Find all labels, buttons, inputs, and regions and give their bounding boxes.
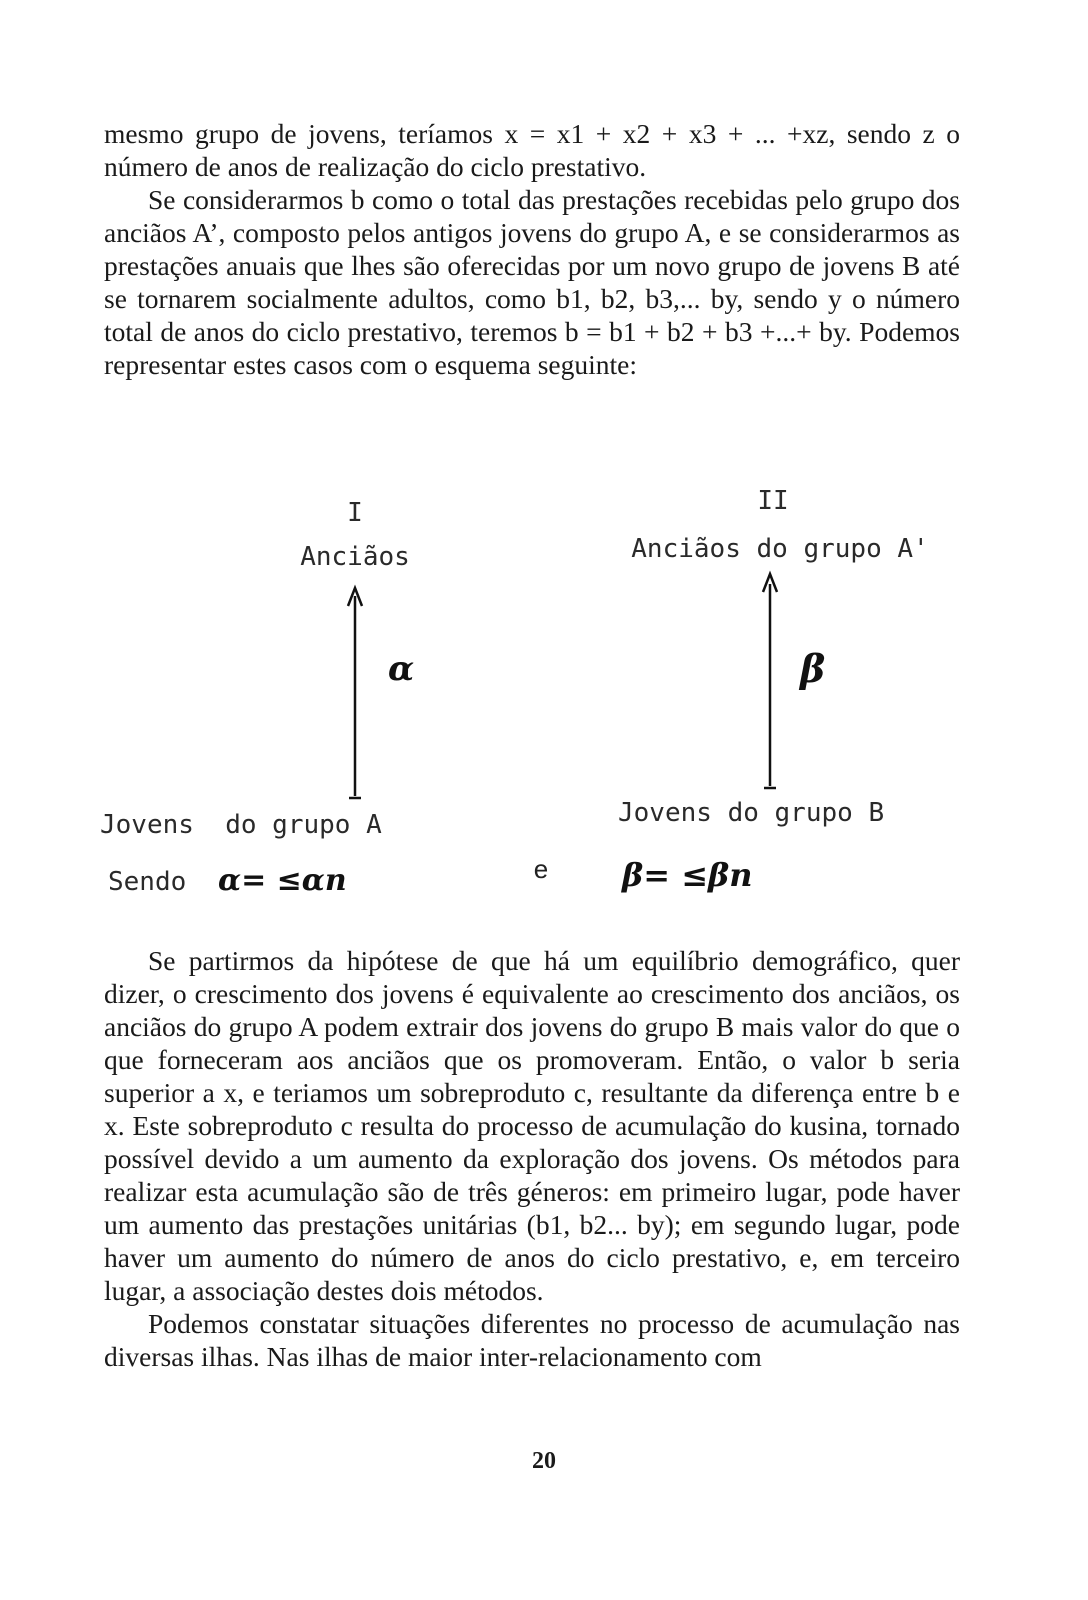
left-formula-prefix: Sendo bbox=[108, 867, 187, 897]
left-top-label: Anciãos bbox=[300, 542, 410, 572]
left-numeral: I bbox=[347, 498, 363, 528]
paragraph-islands: Podemos constatar situações diferentes no processo de acumulação nas diversas ilhas. Nas ilhas de maior inter-relacionamento com bbox=[104, 1308, 960, 1372]
paragraph-scheme-intro: Se considerarmos b como o total das prestações recebidas pelo grupo dos anciãos A’, composto pelos antigos jovens do grupo A, e se considerarmos as prestações anuais que lhes são oferecidas por um novo grupo de jovens B até se tornarem socialmente adultos, como b1, b2, b3,... by, sendo y o número total de anos do ciclo prestativo, teremos b = b1 + b2 + b3 +...+ by. Podemos representar estes casos com o esquema seguinte: bbox=[104, 184, 960, 380]
right-bottom-label: Jovens do grupo B bbox=[618, 798, 885, 828]
beta-symbol: β bbox=[800, 646, 826, 691]
page-number: 20 bbox=[532, 1448, 556, 1474]
alpha-symbol: α bbox=[388, 649, 415, 689]
alpha-formula: α= ≤αn bbox=[218, 863, 347, 898]
right-numeral: II bbox=[757, 486, 789, 516]
left-bottom-label: Jovens do grupo A bbox=[100, 810, 382, 840]
bottom-text-block bbox=[104, 944, 960, 1373]
right-top-label: Anciãos do grupo A' bbox=[631, 534, 929, 564]
paragraph-continuation: mesmo grupo de jovens, teríamos x = x1 + x2 + x3 + ... +xz, sendo z o número de anos de realização do ciclo prestativo. bbox=[104, 118, 960, 182]
beta-formula: β= ≤βn bbox=[622, 856, 753, 894]
connector-e: e bbox=[533, 854, 549, 884]
paragraph-equilibrium: Se partirmos da hipótese de que há um equilíbrio demográfico, quer dizer, o crescimento dos jovens é equivalente ao crescimento dos anciãos, os anciãos do grupo A podem extrair dos jovens do grupo B mais valor do que o que forneceram aos anciãos que os promoveram. Então, o valor b seria superior a x, e teriamos um sobreproduto c, resultante da diferença entre b e x. Este sobreproduto c resulta do processo de acumulação do kusina, tornado possível devido a um aumento da exploração dos jovens. Os métodos para realizar esta acumulação são de três géneros: em primeiro lugar, pode haver um aumento das prestações unitárias (b1, b2... by); em segundo lugar, pode haver um aumento do número de anos do ciclo prestativo, e, em terceiro lugar, a associação destes dois métodos. bbox=[104, 945, 960, 1306]
